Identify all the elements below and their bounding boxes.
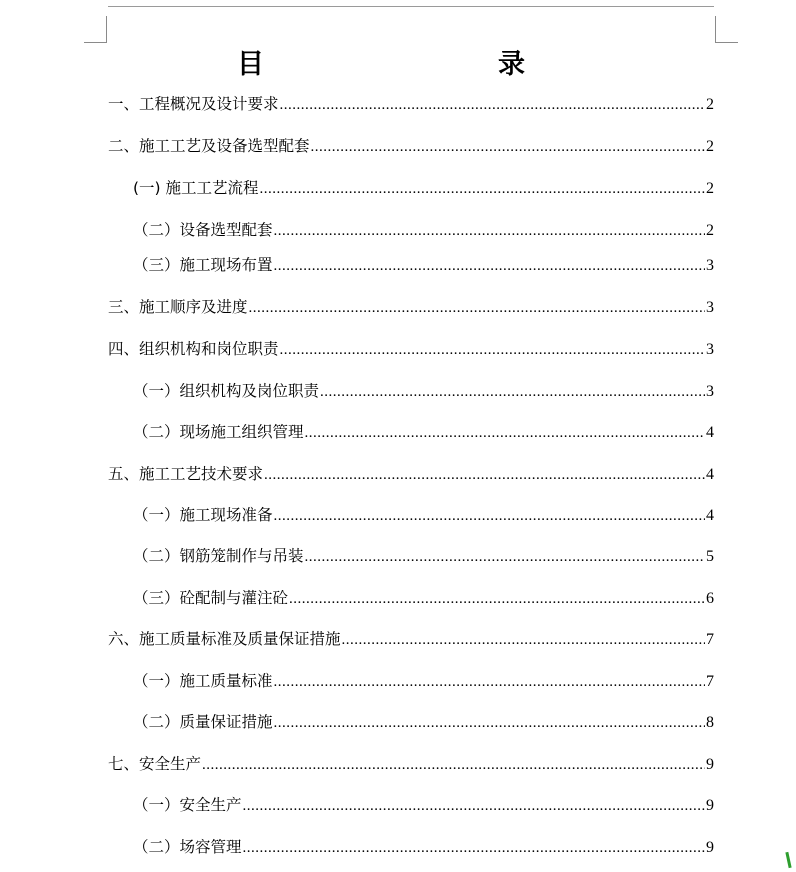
toc-entry[interactable] <box>133 253 714 277</box>
toc-leader-dots <box>320 380 705 404</box>
toc-leader-dots <box>311 135 705 159</box>
toc-leader-dots <box>289 587 705 611</box>
toc-leader-dots <box>305 545 705 569</box>
toc-page-number: 9 <box>706 797 714 814</box>
toc-entry-text: 六、施工质量标准及质量保证措施 <box>108 630 341 648</box>
toc-leader-dots <box>264 463 705 487</box>
toc-entry-text: 五、施工工艺技术要求 <box>108 465 264 483</box>
toc-leader-dots <box>243 794 705 818</box>
toc-leader-dots <box>202 753 705 777</box>
toc-leader-dots <box>260 177 705 201</box>
toc-page-number: 2 <box>706 222 714 239</box>
toc-page-number: 3 <box>706 299 714 316</box>
toc-entry-text: 七、安全生产 <box>108 755 202 773</box>
toc-entry[interactable] <box>108 295 714 319</box>
toc-page-number: 6 <box>706 590 714 607</box>
toc-leader-dots <box>305 421 705 445</box>
toc-entry[interactable] <box>133 793 714 817</box>
toc-entry[interactable] <box>133 710 714 734</box>
toc-page-number: 9 <box>706 756 714 773</box>
margin-corner-mark-left <box>84 16 107 43</box>
toc-leader-dots <box>274 254 705 278</box>
toc-entry[interactable] <box>108 752 714 776</box>
toc-entry-text: （二）设备选型配套 <box>133 221 273 239</box>
toc-entry[interactable] <box>108 627 714 651</box>
toc-leader-dots <box>342 628 705 652</box>
toc-page-number: 4 <box>706 466 714 483</box>
toc-entry-text: 四、组织机构和岗位职责 <box>108 340 279 358</box>
toc-entry[interactable] <box>108 462 714 486</box>
toc-entry[interactable] <box>133 379 714 403</box>
toc-page-number: 2 <box>706 138 714 155</box>
toc-entry-text: （三）施工现场布置 <box>133 256 273 274</box>
toc-entry-text: 三、施工顺序及进度 <box>108 298 248 316</box>
toc-page-number: 2 <box>706 180 714 197</box>
toc-page-number: 7 <box>706 673 714 690</box>
toc-page-number: 3 <box>706 383 714 400</box>
toc-entry[interactable] <box>108 134 714 158</box>
toc-leader-dots <box>249 296 705 320</box>
toc-page-number: 4 <box>706 424 714 441</box>
toc-leader-dots <box>274 670 705 694</box>
toc-entry[interactable] <box>133 586 714 610</box>
toc-leader-dots <box>274 504 705 528</box>
toc-entry[interactable] <box>133 835 714 859</box>
toc-entry-text: 一、工程概况及设计要求 <box>108 95 279 113</box>
toc-page-number: 4 <box>706 507 714 524</box>
toc-entry-text: （二）场容管理 <box>133 838 242 856</box>
toc-page-number: 9 <box>706 839 714 856</box>
header-rule <box>108 6 714 7</box>
toc-page-number: 7 <box>706 631 714 648</box>
toc-page-number: 2 <box>706 96 714 113</box>
toc-leader-dots <box>274 711 705 735</box>
toc-entry-text: （一）组织机构及岗位职责 <box>133 382 320 400</box>
toc-entry[interactable] <box>133 420 714 444</box>
toc-entry-text: (一) 施工工艺流程 <box>133 179 259 197</box>
toc-page-number: 8 <box>706 714 714 731</box>
toc-entry[interactable] <box>133 176 714 200</box>
toc-entry-text: （三）砼配制与灌注砼 <box>133 589 289 607</box>
toc-entry-text: （一）施工现场准备 <box>133 506 273 524</box>
toc-entry[interactable] <box>133 669 714 693</box>
toc-entry-text: 二、施工工艺及设备选型配套 <box>108 137 310 155</box>
toc-entry-text: （二）质量保证措施 <box>133 713 273 731</box>
toc-entry[interactable] <box>133 218 714 242</box>
toc-leader-dots <box>280 93 705 117</box>
toc-leader-dots <box>280 338 705 362</box>
toc-entry-text: （二）现场施工组织管理 <box>133 423 304 441</box>
toc-entry-text: （一）施工质量标准 <box>133 672 273 690</box>
toc-entry-text: （二）钢筋笼制作与吊装 <box>133 547 304 565</box>
toc-entry[interactable] <box>108 337 714 361</box>
toc-page-number: 5 <box>706 548 714 565</box>
margin-corner-mark-right <box>715 16 738 43</box>
toc-page-number: 3 <box>706 257 714 274</box>
toc-leader-dots <box>243 836 705 860</box>
toc-entry[interactable] <box>133 544 714 568</box>
edit-marker <box>785 852 791 868</box>
toc-entry-text: （一）安全生产 <box>133 796 242 814</box>
toc-page-number: 3 <box>706 341 714 358</box>
toc-leader-dots <box>274 219 705 243</box>
toc-title: 目 录 <box>237 49 585 80</box>
toc-entry[interactable] <box>108 92 714 116</box>
toc-entry[interactable] <box>133 503 714 527</box>
